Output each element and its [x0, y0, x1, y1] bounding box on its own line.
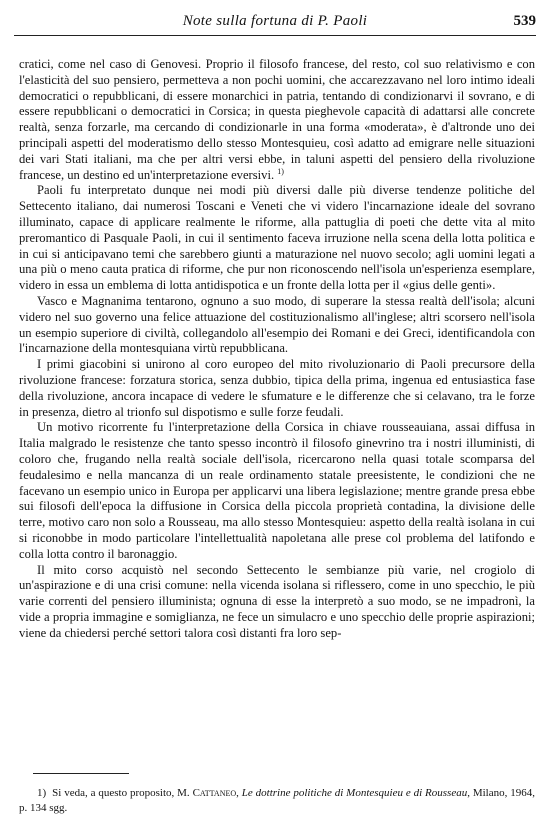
running-header	[14, 7, 536, 36]
footnote-reference: 1)	[277, 166, 284, 176]
page-number: 539	[513, 13, 536, 29]
footnote-author: Cattaneo	[192, 787, 237, 799]
footnote-divider	[33, 773, 129, 774]
paragraph-3: Vasco e Magnanima tentarono, ognuno a suo modo, di superare la stessa realtà dell'isola; alcuni videro nel suo governo una felice attuazione del costituzionalismo all'inglese; altri scorsero nell'isola un esempio superiore di civiltà, collegandolo all'esempio dei Romani e dei Greci, identificandola con l'incarnazione della montesquiana virtù repubblicana.	[19, 293, 535, 356]
paragraph-1	[19, 57, 535, 183]
footnote: 1) Si veda, a questo proposito, M. Cattaneo, Le dottrine politiche di Montesquieu e di Rousseau, Milano, 1964, p. 134 sgg.	[19, 787, 535, 814]
footnote-rest: , Milano, 1964, p. 134 sgg.	[19, 787, 535, 814]
paragraph-text: cratici, come nel caso di Genovesi. Proprio il filosofo francese, del resto, col suo relativismo e con l'elasticità del suo pensiero, permetteva a non pochi uomini, che accarezzavano nel loro intimo ideali democratici o repubblicani, di essere monarchici in patria, tentando di condizionarvi il sovrano, e di essere repubblicani o democratici in Corsica; in questa pieghevole capacità di adattarsi alle concrete realtà, senza forzarle, ma cercando di condizionarle in una forma «moderata», è d'altronde uno dei principali aspetti del moderatismo dello stesso Montesquieu, così adatto ad emigrare nelle situazioni dei vari Stati italiani, ma che per altri versi ebbe, in taluni aspetti del pensiero della rivoluzione francese, un destino ed un'interpretazione eversivi.	[19, 57, 535, 182]
running-title: Note sulla fortuna di P. Paoli	[182, 13, 368, 29]
paragraph-6: Il mito corso acquistò nel secondo Settecento le sembianze più varie, nel crogiolo di un'aspirazione e di una crisi comune: nella vicenda isolana si riflessero, come in uno specchio, le più varie correnti del pensiero illuminista; ognuna di esse la interpretò a suo modo, se ne impadronì, la vide a propria immagine e somiglianza, ne fece un simulacro e uno specchio delle proprie aspirazioni; viene da chiedersi perché settori talora così distanti fra loro sep-	[19, 562, 535, 640]
footnote-marker: 1)	[37, 787, 47, 799]
paragraph-5: Un motivo ricorrente fu l'interpretazione della Corsica in chiave rousseauiana, assai diffusa in Italia malgrado le resistenze che tanto spesso incontrò il filosofo ginevrino tra i nostri illuministi, di coloro che, frugando nella realtà sociale dell'isola, ricercarono nella quasi totale scomparsa del feudalesimo e nella mancanza di un reale ordinamento statale preesistente, le condizioni che ne facevano un esempio unico in Europa per applicarvi una libera legislazione; mentre grande presa ebbe sui filosofi dell'epoca la diffusione in Corsica della piccola proprietà contadina, la divisione delle terre, motivo caro non solo a Rousseau, ma allo stesso Montesquieu: aspetto della realtà isolana in cui si riconobbe in modo particolare l'intellettualità napoletana alle prese col problema del latifondo e colla lotta contro il baronaggio.	[19, 420, 535, 561]
main-text	[19, 57, 535, 641]
footnote-title: Le dottrine politiche di Montesquieu e di Rousseau	[241, 787, 468, 799]
footnote-intro: Si veda, a questo proposito, M.	[52, 787, 190, 799]
paragraph-4: I primi giacobini si unirono al coro europeo del mito rivoluzionario di Paoli precursore della rivoluzione francese: forzatura storica, senza dubbio, tipica della prima, ingenua ed entusiastica fase della rivoluzione, ancora incapace di vedere le sfumature e le differenze che si celavano, tra le forze in presenza, dietro al trionfo sul dispotismo e sulle forze feudali.	[19, 357, 535, 419]
paragraph-2: Paoli fu interpretato dunque nei modi più diversi dalle più diverse tendenze politiche del Settecento italiano, dai numerosi Toscani e Veneti che vi videro l'incarnazione ideale del sovrano illuminato, capace di applicare realmente le riforme, alla pattuglia di poeti che dette vita al mito preromantico di Pasquale Paoli, in cui il sentimento faceva irruzione nella scena della lotta politica e in cui si anticipavano temi che sarebbero giunti a maturazione nel nuovo secolo; agli uomini legati a una più o meno cauta pratica di riforme, che pur non riconoscendo nell'isola un'esperienza esemplare, videro in essa un emblema di lotta antidispotica e un fronte della lotta per il «gius delle genti».	[19, 183, 535, 293]
